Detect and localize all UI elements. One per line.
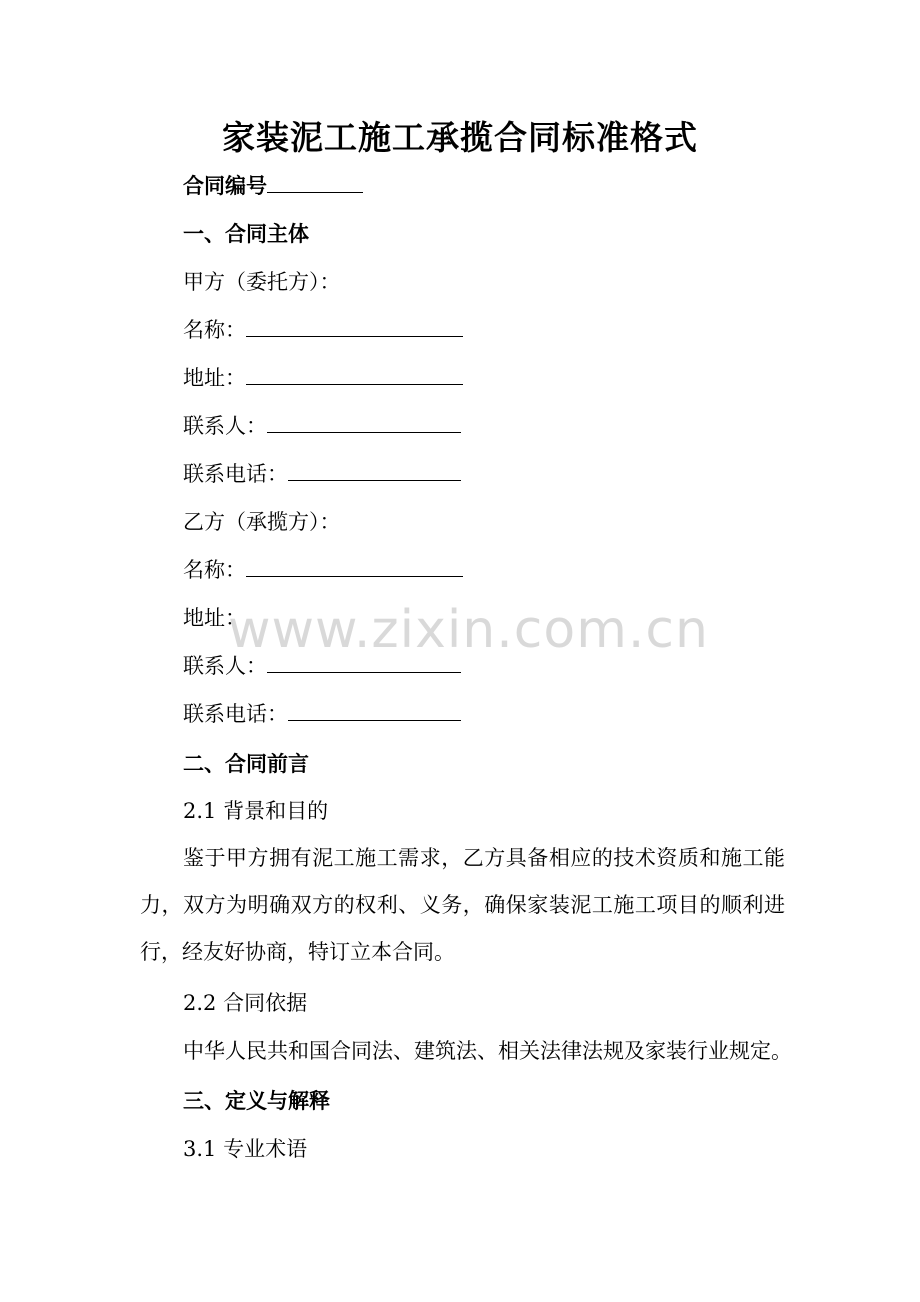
section-heading-preface: 二、合同前言	[183, 751, 309, 776]
party-a-phone-blank[interactable]	[288, 460, 461, 481]
party-a-contact-line	[183, 412, 461, 440]
party-b-address-label: 地址：	[183, 606, 246, 630]
party-b-phone-line	[183, 700, 461, 728]
paragraph-basis: 中华人民共和国合同法、建筑法、相关法律法规及家装行业规定。	[183, 1039, 792, 1063]
paragraph-background: 鉴于甲方拥有泥工施工需求，乙方具备相应的技术资质和施工能力，双方为明确双方的权利、义务，确保家装泥工施工项目的顺利进行，经友好协商，特订立本合同。	[140, 846, 785, 964]
section-heading-definitions: 三、定义与解释	[183, 1088, 330, 1113]
party-a-contact-label: 联系人：	[183, 414, 267, 438]
party-a-name-line	[183, 316, 463, 344]
contract-number-line	[183, 172, 363, 200]
party-b-name-line	[183, 556, 463, 584]
section-heading-parties: 一、合同主体	[183, 221, 309, 246]
document-title: 家装泥工施工承揽合同标准格式	[222, 118, 698, 157]
party-b-phone-blank[interactable]	[288, 700, 461, 721]
party-a-phone-line	[183, 460, 461, 488]
subsection-background: 2.1 背景和目的	[183, 799, 329, 823]
subsection-basis: 2.2 合同依据	[183, 991, 308, 1015]
party-a-address-line	[183, 364, 463, 392]
party-a-contact-blank[interactable]	[267, 412, 461, 433]
party-b-contact-label: 联系人：	[183, 654, 267, 678]
party-b-name-blank[interactable]	[246, 556, 463, 577]
subsection-terms: 3.1 专业术语	[183, 1137, 308, 1161]
party-a-phone-label: 联系电话：	[183, 462, 288, 486]
watermark: www.zixin.com.cn	[228, 600, 709, 660]
party-a-address-label: 地址：	[183, 366, 246, 390]
party-b-heading: 乙方（承揽方）：	[183, 510, 341, 534]
contract-number-blank[interactable]	[267, 172, 363, 193]
party-b-phone-label: 联系电话：	[183, 702, 288, 726]
party-a-name-blank[interactable]	[246, 316, 463, 337]
party-a-address-blank[interactable]	[246, 364, 463, 385]
party-a-heading: 甲方（委托方）：	[183, 270, 341, 294]
contract-number-label: 合同编号	[183, 173, 267, 198]
party-b-name-label: 名称：	[183, 558, 246, 582]
party-a-name-label: 名称：	[183, 318, 246, 342]
